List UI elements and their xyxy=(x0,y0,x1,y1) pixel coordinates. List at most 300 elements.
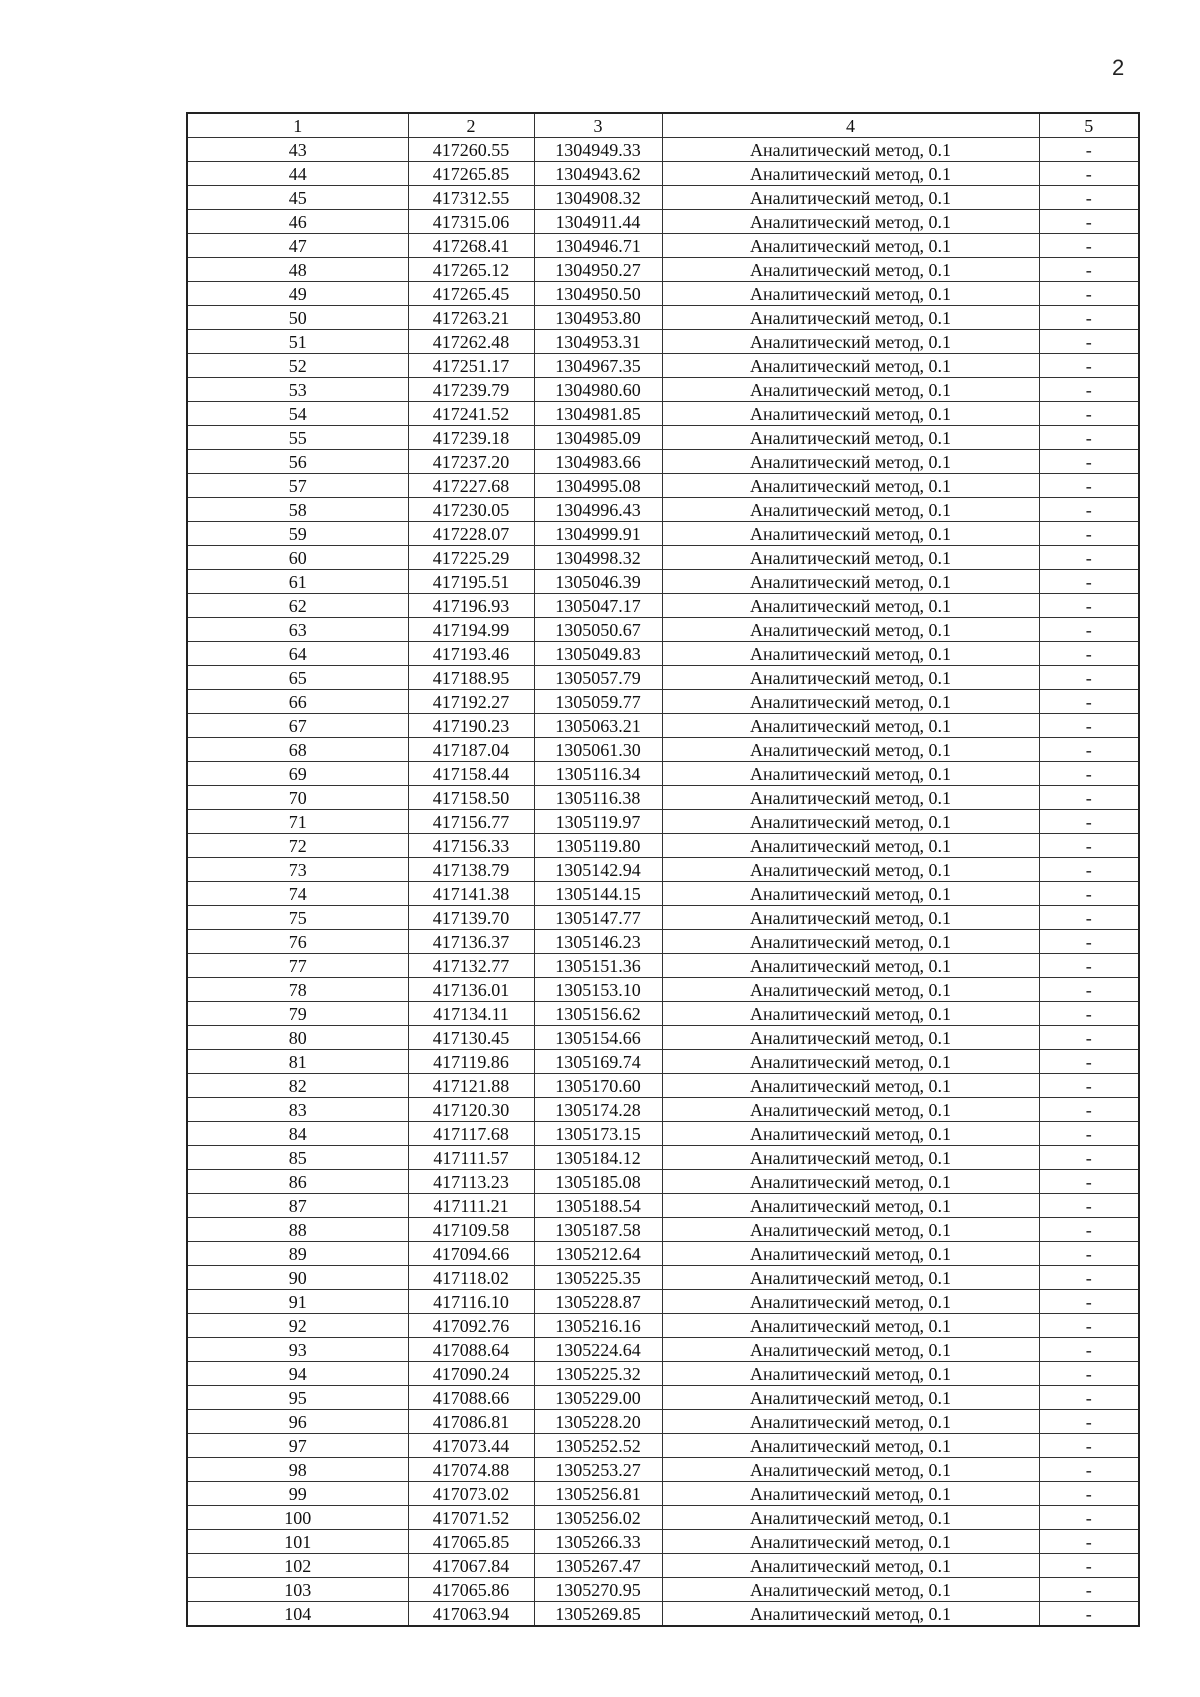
method-cell: Аналитический метод, 0.1 xyxy=(662,1338,1039,1362)
description-cell: - xyxy=(1039,450,1139,474)
description-cell: - xyxy=(1039,954,1139,978)
point-number-cell: 64 xyxy=(187,642,408,666)
x-coordinate-cell: 417265.45 xyxy=(408,282,534,306)
y-coordinate-cell: 1305228.87 xyxy=(534,1290,662,1314)
description-cell: - xyxy=(1039,1386,1139,1410)
point-number-cell: 83 xyxy=(187,1098,408,1122)
y-coordinate-cell: 1305228.20 xyxy=(534,1410,662,1434)
point-number-cell: 98 xyxy=(187,1458,408,1482)
table-row xyxy=(187,474,1139,498)
table-row xyxy=(187,690,1139,714)
description-cell: - xyxy=(1039,162,1139,186)
method-cell: Аналитический метод, 0.1 xyxy=(662,906,1039,930)
table-row xyxy=(187,642,1139,666)
description-cell: - xyxy=(1039,1338,1139,1362)
x-coordinate-cell: 417130.45 xyxy=(408,1026,534,1050)
y-coordinate-cell: 1305154.66 xyxy=(534,1026,662,1050)
y-coordinate-cell: 1305270.95 xyxy=(534,1578,662,1602)
method-cell: Аналитический метод, 0.1 xyxy=(662,378,1039,402)
description-cell: - xyxy=(1039,882,1139,906)
point-number-cell: 76 xyxy=(187,930,408,954)
table-row xyxy=(187,498,1139,522)
method-cell: Аналитический метод, 0.1 xyxy=(662,498,1039,522)
point-number-cell: 58 xyxy=(187,498,408,522)
description-cell: - xyxy=(1039,1170,1139,1194)
x-coordinate-cell: 417263.21 xyxy=(408,306,534,330)
description-cell: - xyxy=(1039,978,1139,1002)
table-row xyxy=(187,1554,1139,1578)
table-row xyxy=(187,1002,1139,1026)
y-coordinate-cell: 1304995.08 xyxy=(534,474,662,498)
table-row xyxy=(187,1050,1139,1074)
point-number-cell: 48 xyxy=(187,258,408,282)
x-coordinate-cell: 417094.66 xyxy=(408,1242,534,1266)
point-number-cell: 73 xyxy=(187,858,408,882)
description-cell: - xyxy=(1039,1506,1139,1530)
y-coordinate-cell: 1305212.64 xyxy=(534,1242,662,1266)
y-coordinate-cell: 1305144.15 xyxy=(534,882,662,906)
method-cell: Аналитический метод, 0.1 xyxy=(662,234,1039,258)
description-cell: - xyxy=(1039,1122,1139,1146)
description-cell: - xyxy=(1039,402,1139,426)
method-cell: Аналитический метод, 0.1 xyxy=(662,954,1039,978)
point-number-cell: 47 xyxy=(187,234,408,258)
point-number-cell: 65 xyxy=(187,666,408,690)
x-coordinate-cell: 417251.17 xyxy=(408,354,534,378)
method-cell: Аналитический метод, 0.1 xyxy=(662,162,1039,186)
method-cell: Аналитический метод, 0.1 xyxy=(662,1122,1039,1146)
method-cell: Аналитический метод, 0.1 xyxy=(662,714,1039,738)
y-coordinate-cell: 1305169.74 xyxy=(534,1050,662,1074)
y-coordinate-cell: 1304996.43 xyxy=(534,498,662,522)
description-cell: - xyxy=(1039,498,1139,522)
description-cell: - xyxy=(1039,1578,1139,1602)
table-row xyxy=(187,210,1139,234)
method-cell: Аналитический метод, 0.1 xyxy=(662,642,1039,666)
x-coordinate-cell: 417132.77 xyxy=(408,954,534,978)
method-cell: Аналитический метод, 0.1 xyxy=(662,1074,1039,1098)
table-row xyxy=(187,1290,1139,1314)
x-coordinate-cell: 417118.02 xyxy=(408,1266,534,1290)
method-cell: Аналитический метод, 0.1 xyxy=(662,786,1039,810)
table-row xyxy=(187,762,1139,786)
method-cell: Аналитический метод, 0.1 xyxy=(662,762,1039,786)
method-cell: Аналитический метод, 0.1 xyxy=(662,210,1039,234)
point-number-cell: 100 xyxy=(187,1506,408,1530)
point-number-cell: 80 xyxy=(187,1026,408,1050)
x-coordinate-cell: 417117.68 xyxy=(408,1122,534,1146)
description-cell: - xyxy=(1039,1146,1139,1170)
table-row xyxy=(187,378,1139,402)
point-number-cell: 74 xyxy=(187,882,408,906)
method-cell: Аналитический метод, 0.1 xyxy=(662,1362,1039,1386)
method-cell: Аналитический метод, 0.1 xyxy=(662,1314,1039,1338)
point-number-cell: 56 xyxy=(187,450,408,474)
y-coordinate-cell: 1305156.62 xyxy=(534,1002,662,1026)
point-number-cell: 43 xyxy=(187,138,408,162)
method-cell: Аналитический метод, 0.1 xyxy=(662,1578,1039,1602)
x-coordinate-cell: 417188.95 xyxy=(408,666,534,690)
table-row xyxy=(187,954,1139,978)
x-coordinate-cell: 417193.46 xyxy=(408,642,534,666)
table-row xyxy=(187,1026,1139,1050)
point-number-cell: 44 xyxy=(187,162,408,186)
y-coordinate-cell: 1304967.35 xyxy=(534,354,662,378)
point-number-cell: 78 xyxy=(187,978,408,1002)
description-cell: - xyxy=(1039,354,1139,378)
table-row xyxy=(187,1122,1139,1146)
point-number-cell: 99 xyxy=(187,1482,408,1506)
table-row xyxy=(187,282,1139,306)
method-cell: Аналитический метод, 0.1 xyxy=(662,1146,1039,1170)
method-cell: Аналитический метод, 0.1 xyxy=(662,1434,1039,1458)
table-row xyxy=(187,258,1139,282)
table-row xyxy=(187,522,1139,546)
method-cell: Аналитический метод, 0.1 xyxy=(662,978,1039,1002)
header-cell-method: 4 xyxy=(662,113,1039,138)
x-coordinate-cell: 417063.94 xyxy=(408,1602,534,1627)
description-cell: - xyxy=(1039,186,1139,210)
y-coordinate-cell: 1304981.85 xyxy=(534,402,662,426)
y-coordinate-cell: 1304983.66 xyxy=(534,450,662,474)
description-cell: - xyxy=(1039,1554,1139,1578)
method-cell: Аналитический метод, 0.1 xyxy=(662,618,1039,642)
description-cell: - xyxy=(1039,306,1139,330)
y-coordinate-cell: 1304950.50 xyxy=(534,282,662,306)
point-number-cell: 104 xyxy=(187,1602,408,1627)
y-coordinate-cell: 1305185.08 xyxy=(534,1170,662,1194)
y-coordinate-cell: 1305173.15 xyxy=(534,1122,662,1146)
y-coordinate-cell: 1305151.36 xyxy=(534,954,662,978)
description-cell: - xyxy=(1039,618,1139,642)
header-cell-y-coordinate: 3 xyxy=(534,113,662,138)
y-coordinate-cell: 1305256.81 xyxy=(534,1482,662,1506)
point-number-cell: 59 xyxy=(187,522,408,546)
x-coordinate-cell: 417121.88 xyxy=(408,1074,534,1098)
description-cell: - xyxy=(1039,1434,1139,1458)
point-number-cell: 67 xyxy=(187,714,408,738)
point-number-cell: 63 xyxy=(187,618,408,642)
description-cell: - xyxy=(1039,138,1139,162)
point-number-cell: 57 xyxy=(187,474,408,498)
method-cell: Аналитический метод, 0.1 xyxy=(662,426,1039,450)
method-cell: Аналитический метод, 0.1 xyxy=(662,930,1039,954)
y-coordinate-cell: 1305252.52 xyxy=(534,1434,662,1458)
table-row xyxy=(187,882,1139,906)
x-coordinate-cell: 417113.23 xyxy=(408,1170,534,1194)
point-number-cell: 85 xyxy=(187,1146,408,1170)
description-cell: - xyxy=(1039,1314,1139,1338)
table-row xyxy=(187,1434,1139,1458)
description-cell: - xyxy=(1039,210,1139,234)
description-cell: - xyxy=(1039,1002,1139,1026)
method-cell: Аналитический метод, 0.1 xyxy=(662,690,1039,714)
x-coordinate-cell: 417141.38 xyxy=(408,882,534,906)
description-cell: - xyxy=(1039,1458,1139,1482)
method-cell: Аналитический метод, 0.1 xyxy=(662,858,1039,882)
method-cell: Аналитический метод, 0.1 xyxy=(662,1554,1039,1578)
description-cell: - xyxy=(1039,1602,1139,1627)
point-number-cell: 94 xyxy=(187,1362,408,1386)
y-coordinate-cell: 1304980.60 xyxy=(534,378,662,402)
point-number-cell: 102 xyxy=(187,1554,408,1578)
y-coordinate-cell: 1305267.47 xyxy=(534,1554,662,1578)
method-cell: Аналитический метод, 0.1 xyxy=(662,522,1039,546)
x-coordinate-cell: 417268.41 xyxy=(408,234,534,258)
description-cell: - xyxy=(1039,378,1139,402)
method-cell: Аналитический метод, 0.1 xyxy=(662,330,1039,354)
table-row xyxy=(187,1410,1139,1434)
method-cell: Аналитический метод, 0.1 xyxy=(662,1170,1039,1194)
table-row xyxy=(187,930,1139,954)
table-row xyxy=(187,594,1139,618)
method-cell: Аналитический метод, 0.1 xyxy=(662,1194,1039,1218)
x-coordinate-cell: 417312.55 xyxy=(408,186,534,210)
page-number: 2 xyxy=(1112,55,1125,80)
x-coordinate-cell: 417088.64 xyxy=(408,1338,534,1362)
description-cell: - xyxy=(1039,1242,1139,1266)
method-cell: Аналитический метод, 0.1 xyxy=(662,1386,1039,1410)
table-row xyxy=(187,354,1139,378)
x-coordinate-cell: 417239.18 xyxy=(408,426,534,450)
table-row xyxy=(187,138,1139,162)
point-number-cell: 68 xyxy=(187,738,408,762)
y-coordinate-cell: 1304911.44 xyxy=(534,210,662,234)
y-coordinate-cell: 1305063.21 xyxy=(534,714,662,738)
point-number-cell: 90 xyxy=(187,1266,408,1290)
method-cell: Аналитический метод, 0.1 xyxy=(662,306,1039,330)
x-coordinate-cell: 417241.52 xyxy=(408,402,534,426)
y-coordinate-cell: 1305225.35 xyxy=(534,1266,662,1290)
table-row xyxy=(187,1314,1139,1338)
y-coordinate-cell: 1305216.16 xyxy=(534,1314,662,1338)
point-number-cell: 52 xyxy=(187,354,408,378)
x-coordinate-cell: 417156.77 xyxy=(408,810,534,834)
point-number-cell: 61 xyxy=(187,570,408,594)
point-number-cell: 55 xyxy=(187,426,408,450)
table-row xyxy=(187,186,1139,210)
point-number-cell: 45 xyxy=(187,186,408,210)
y-coordinate-cell: 1305253.27 xyxy=(534,1458,662,1482)
table-row xyxy=(187,738,1139,762)
y-coordinate-cell: 1304943.62 xyxy=(534,162,662,186)
method-cell: Аналитический метод, 0.1 xyxy=(662,738,1039,762)
table-row xyxy=(187,618,1139,642)
header-row xyxy=(187,113,1139,138)
description-cell: - xyxy=(1039,666,1139,690)
method-cell: Аналитический метод, 0.1 xyxy=(662,186,1039,210)
method-cell: Аналитический метод, 0.1 xyxy=(662,1482,1039,1506)
point-number-cell: 72 xyxy=(187,834,408,858)
x-coordinate-cell: 417187.04 xyxy=(408,738,534,762)
method-cell: Аналитический метод, 0.1 xyxy=(662,1098,1039,1122)
table-row xyxy=(187,1482,1139,1506)
table-row xyxy=(187,978,1139,1002)
description-cell: - xyxy=(1039,1530,1139,1554)
y-coordinate-cell: 1305229.00 xyxy=(534,1386,662,1410)
description-cell: - xyxy=(1039,234,1139,258)
description-cell: - xyxy=(1039,1482,1139,1506)
method-cell: Аналитический метод, 0.1 xyxy=(662,594,1039,618)
method-cell: Аналитический метод, 0.1 xyxy=(662,138,1039,162)
point-number-cell: 92 xyxy=(187,1314,408,1338)
y-coordinate-cell: 1304908.32 xyxy=(534,186,662,210)
header-cell-description: 5 xyxy=(1039,113,1139,138)
table-row xyxy=(187,1194,1139,1218)
x-coordinate-cell: 417262.48 xyxy=(408,330,534,354)
x-coordinate-cell: 417136.37 xyxy=(408,930,534,954)
description-cell: - xyxy=(1039,1362,1139,1386)
x-coordinate-cell: 417065.86 xyxy=(408,1578,534,1602)
point-number-cell: 79 xyxy=(187,1002,408,1026)
table-row xyxy=(187,1386,1139,1410)
x-coordinate-cell: 417109.58 xyxy=(408,1218,534,1242)
table-row xyxy=(187,1362,1139,1386)
y-coordinate-cell: 1305061.30 xyxy=(534,738,662,762)
y-coordinate-cell: 1305170.60 xyxy=(534,1074,662,1098)
x-coordinate-cell: 417136.01 xyxy=(408,978,534,1002)
point-number-cell: 62 xyxy=(187,594,408,618)
method-cell: Аналитический метод, 0.1 xyxy=(662,1530,1039,1554)
x-coordinate-cell: 417227.68 xyxy=(408,474,534,498)
table-row xyxy=(187,1338,1139,1362)
y-coordinate-cell: 1305142.94 xyxy=(534,858,662,882)
x-coordinate-cell: 417090.24 xyxy=(408,1362,534,1386)
x-coordinate-cell: 417138.79 xyxy=(408,858,534,882)
description-cell: - xyxy=(1039,930,1139,954)
table-row xyxy=(187,1458,1139,1482)
point-number-cell: 75 xyxy=(187,906,408,930)
point-number-cell: 69 xyxy=(187,762,408,786)
x-coordinate-cell: 417190.23 xyxy=(408,714,534,738)
point-number-cell: 87 xyxy=(187,1194,408,1218)
header-cell-x-coordinate: 2 xyxy=(408,113,534,138)
x-coordinate-cell: 417065.85 xyxy=(408,1530,534,1554)
point-number-cell: 88 xyxy=(187,1218,408,1242)
description-cell: - xyxy=(1039,1026,1139,1050)
x-coordinate-cell: 417071.52 xyxy=(408,1506,534,1530)
point-number-cell: 95 xyxy=(187,1386,408,1410)
table-row xyxy=(187,786,1139,810)
x-coordinate-cell: 417228.07 xyxy=(408,522,534,546)
method-cell: Аналитический метод, 0.1 xyxy=(662,546,1039,570)
method-cell: Аналитический метод, 0.1 xyxy=(662,1002,1039,1026)
y-coordinate-cell: 1304949.33 xyxy=(534,138,662,162)
description-cell: - xyxy=(1039,426,1139,450)
table-row xyxy=(187,1242,1139,1266)
table-row xyxy=(187,1602,1139,1627)
method-cell: Аналитический метод, 0.1 xyxy=(662,354,1039,378)
coordinates-table xyxy=(186,112,1140,1627)
description-cell: - xyxy=(1039,258,1139,282)
table-row xyxy=(187,162,1139,186)
y-coordinate-cell: 1305119.80 xyxy=(534,834,662,858)
point-number-cell: 71 xyxy=(187,810,408,834)
description-cell: - xyxy=(1039,594,1139,618)
table-row xyxy=(187,546,1139,570)
table-row xyxy=(187,426,1139,450)
point-number-cell: 60 xyxy=(187,546,408,570)
method-cell: Аналитический метод, 0.1 xyxy=(662,1218,1039,1242)
description-cell: - xyxy=(1039,1266,1139,1290)
description-cell: - xyxy=(1039,642,1139,666)
point-number-cell: 89 xyxy=(187,1242,408,1266)
header-cell-point-number: 1 xyxy=(187,113,408,138)
method-cell: Аналитический метод, 0.1 xyxy=(662,1506,1039,1530)
method-cell: Аналитический метод, 0.1 xyxy=(662,450,1039,474)
point-number-cell: 70 xyxy=(187,786,408,810)
y-coordinate-cell: 1305147.77 xyxy=(534,906,662,930)
table-row xyxy=(187,306,1139,330)
x-coordinate-cell: 417315.06 xyxy=(408,210,534,234)
x-coordinate-cell: 417158.50 xyxy=(408,786,534,810)
point-number-cell: 51 xyxy=(187,330,408,354)
point-number-cell: 93 xyxy=(187,1338,408,1362)
x-coordinate-cell: 417156.33 xyxy=(408,834,534,858)
method-cell: Аналитический метод, 0.1 xyxy=(662,1266,1039,1290)
x-coordinate-cell: 417230.05 xyxy=(408,498,534,522)
description-cell: - xyxy=(1039,738,1139,762)
x-coordinate-cell: 417116.10 xyxy=(408,1290,534,1314)
method-cell: Аналитический метод, 0.1 xyxy=(662,402,1039,426)
point-number-cell: 97 xyxy=(187,1434,408,1458)
y-coordinate-cell: 1304998.32 xyxy=(534,546,662,570)
x-coordinate-cell: 417120.30 xyxy=(408,1098,534,1122)
method-cell: Аналитический метод, 0.1 xyxy=(662,282,1039,306)
method-cell: Аналитический метод, 0.1 xyxy=(662,1050,1039,1074)
description-cell: - xyxy=(1039,762,1139,786)
x-coordinate-cell: 417086.81 xyxy=(408,1410,534,1434)
description-cell: - xyxy=(1039,546,1139,570)
point-number-cell: 49 xyxy=(187,282,408,306)
y-coordinate-cell: 1304953.31 xyxy=(534,330,662,354)
x-coordinate-cell: 417192.27 xyxy=(408,690,534,714)
point-number-cell: 91 xyxy=(187,1290,408,1314)
point-number-cell: 96 xyxy=(187,1410,408,1434)
x-coordinate-cell: 417265.12 xyxy=(408,258,534,282)
table-row xyxy=(187,834,1139,858)
x-coordinate-cell: 417196.93 xyxy=(408,594,534,618)
description-cell: - xyxy=(1039,690,1139,714)
point-number-cell: 82 xyxy=(187,1074,408,1098)
point-number-cell: 84 xyxy=(187,1122,408,1146)
table-row xyxy=(187,666,1139,690)
method-cell: Аналитический метод, 0.1 xyxy=(662,1290,1039,1314)
y-coordinate-cell: 1305184.12 xyxy=(534,1146,662,1170)
table-row xyxy=(187,402,1139,426)
point-number-cell: 46 xyxy=(187,210,408,234)
table-row xyxy=(187,1098,1139,1122)
x-coordinate-cell: 417237.20 xyxy=(408,450,534,474)
point-number-cell: 66 xyxy=(187,690,408,714)
x-coordinate-cell: 417158.44 xyxy=(408,762,534,786)
table-header xyxy=(187,113,1139,138)
description-cell: - xyxy=(1039,1098,1139,1122)
y-coordinate-cell: 1305187.58 xyxy=(534,1218,662,1242)
point-number-cell: 81 xyxy=(187,1050,408,1074)
method-cell: Аналитический метод, 0.1 xyxy=(662,1602,1039,1627)
point-number-cell: 77 xyxy=(187,954,408,978)
y-coordinate-cell: 1305256.02 xyxy=(534,1506,662,1530)
method-cell: Аналитический метод, 0.1 xyxy=(662,570,1039,594)
table-body xyxy=(187,138,1139,1627)
y-coordinate-cell: 1305266.33 xyxy=(534,1530,662,1554)
point-number-cell: 53 xyxy=(187,378,408,402)
y-coordinate-cell: 1305119.97 xyxy=(534,810,662,834)
point-number-cell: 86 xyxy=(187,1170,408,1194)
table-row xyxy=(187,1074,1139,1098)
x-coordinate-cell: 417088.66 xyxy=(408,1386,534,1410)
